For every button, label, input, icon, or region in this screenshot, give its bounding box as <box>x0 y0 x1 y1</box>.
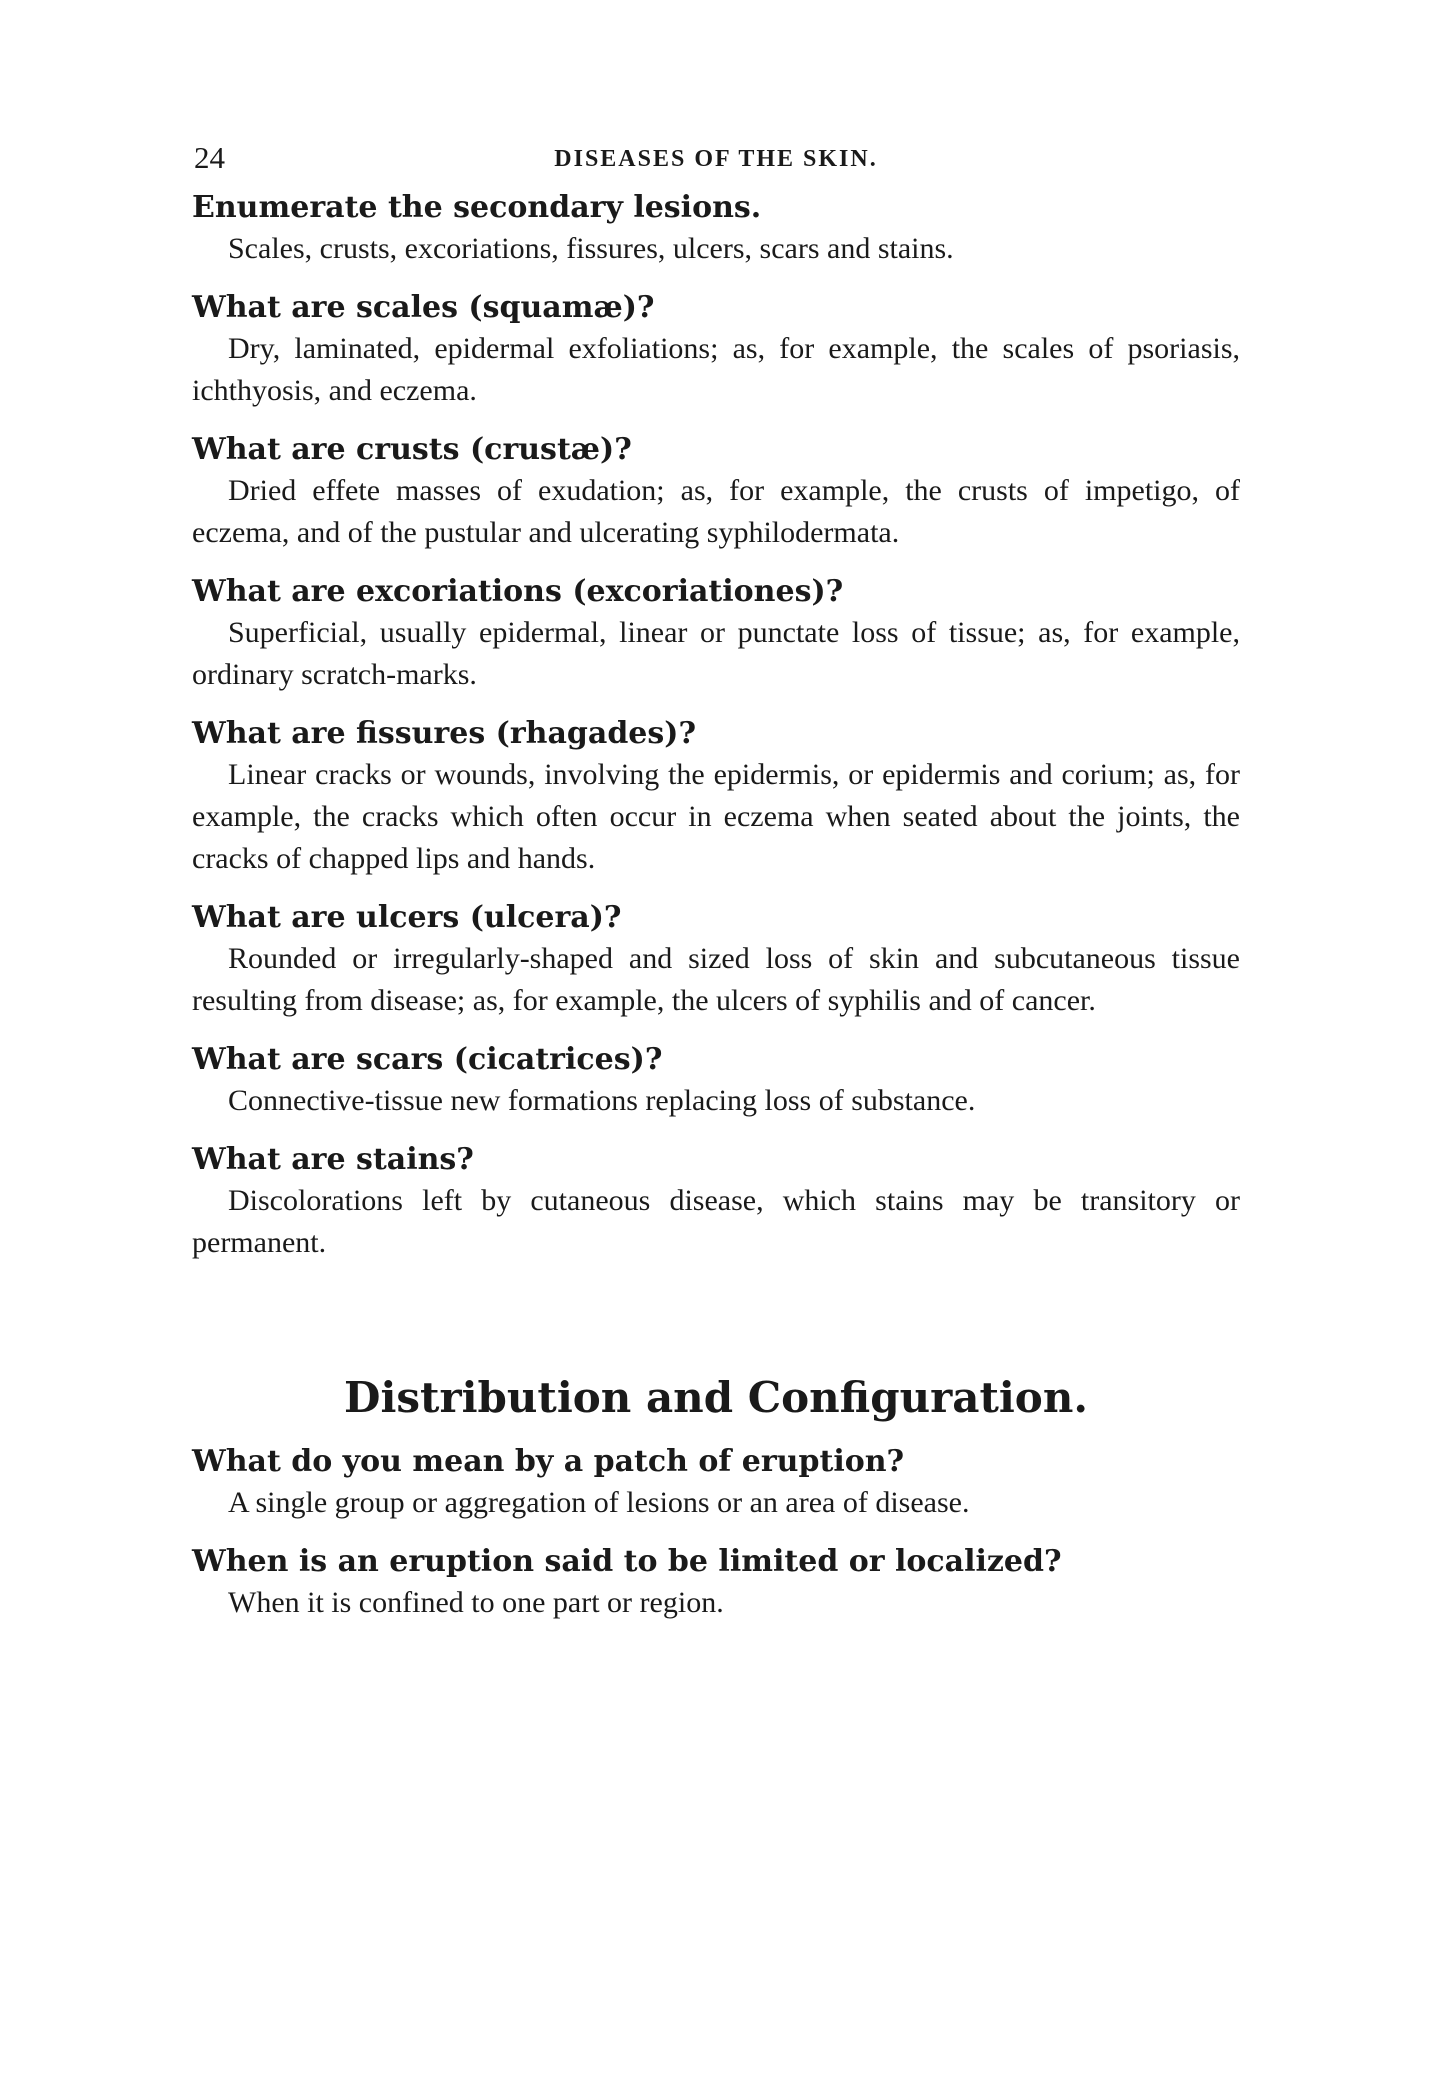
page-number: 24 <box>194 140 225 175</box>
question: What do you mean by a patch of eruption? <box>192 1444 905 1479</box>
answer: Discolorations left by cutaneous disease, which stains may be transitory or permanent. <box>192 1184 1240 1259</box>
qa-scales <box>192 288 1240 412</box>
qa-secondary-lesions <box>192 188 1240 270</box>
answer: Linear cracks or wounds, involving the epidermis, or epidermis and corium; as, for example, the cracks which often occur in eczema when seated about the joints, the cracks of chapped lips and hands. <box>192 758 1240 875</box>
book-page <box>192 140 1240 1642</box>
answer: Connective-tissue new formations replacing loss of substance. <box>228 1084 976 1117</box>
qa-stains <box>192 1140 1240 1264</box>
qa-patch-of-eruption <box>192 1442 1240 1524</box>
question: Enumerate the secondary lesions. <box>192 190 762 225</box>
question: What are scars (cicatrices)? <box>192 1042 663 1077</box>
answer: Dried effete masses of exudation; as, for example, the crusts of impetigo, of eczema, and of the pustular and ulcerating syphilodermata. <box>192 474 1240 549</box>
qa-crusts <box>192 430 1240 554</box>
question: What are excoriations (excoriationes)? <box>192 574 844 609</box>
running-title: DISEASES OF THE SKIN. <box>554 146 878 172</box>
qa-fissures <box>192 714 1240 880</box>
qa-limited-eruption <box>192 1542 1240 1624</box>
question: When is an eruption said to be limited or localized? <box>192 1544 1062 1579</box>
question: What are scales (squamæ)? <box>192 290 655 325</box>
question: What are ulcers (ulcera)? <box>192 900 622 935</box>
qa-scars <box>192 1040 1240 1122</box>
qa-excoriations <box>192 572 1240 696</box>
answer: Rounded or irregularly-shaped and sized loss of skin and subcutaneous tissue resulting from disease; as, for example, the ulcers of syphilis and of cancer. <box>192 942 1240 1017</box>
running-head <box>192 140 1240 188</box>
answer: A single group or aggregation of lesions or an area of disease. <box>228 1486 970 1519</box>
section-heading: Distribution and Configuration. <box>344 1373 1088 1422</box>
question: What are crusts (crustæ)? <box>192 432 632 467</box>
answer: Scales, crusts, excoriations, fissures, ulcers, scars and stains. <box>228 232 954 265</box>
answer: Superficial, usually epidermal, linear or punctate loss of tissue; as, for example, ordinary scratch-marks. <box>192 616 1240 691</box>
qa-ulcers <box>192 898 1240 1022</box>
answer: When it is confined to one part or region. <box>228 1586 724 1619</box>
question: What are stains? <box>192 1142 474 1177</box>
answer: Dry, laminated, epidermal exfoliations; as, for example, the scales of psoriasis, ichthyosis, and eczema. <box>192 332 1240 407</box>
question: What are fissures (rhagades)? <box>192 716 697 751</box>
